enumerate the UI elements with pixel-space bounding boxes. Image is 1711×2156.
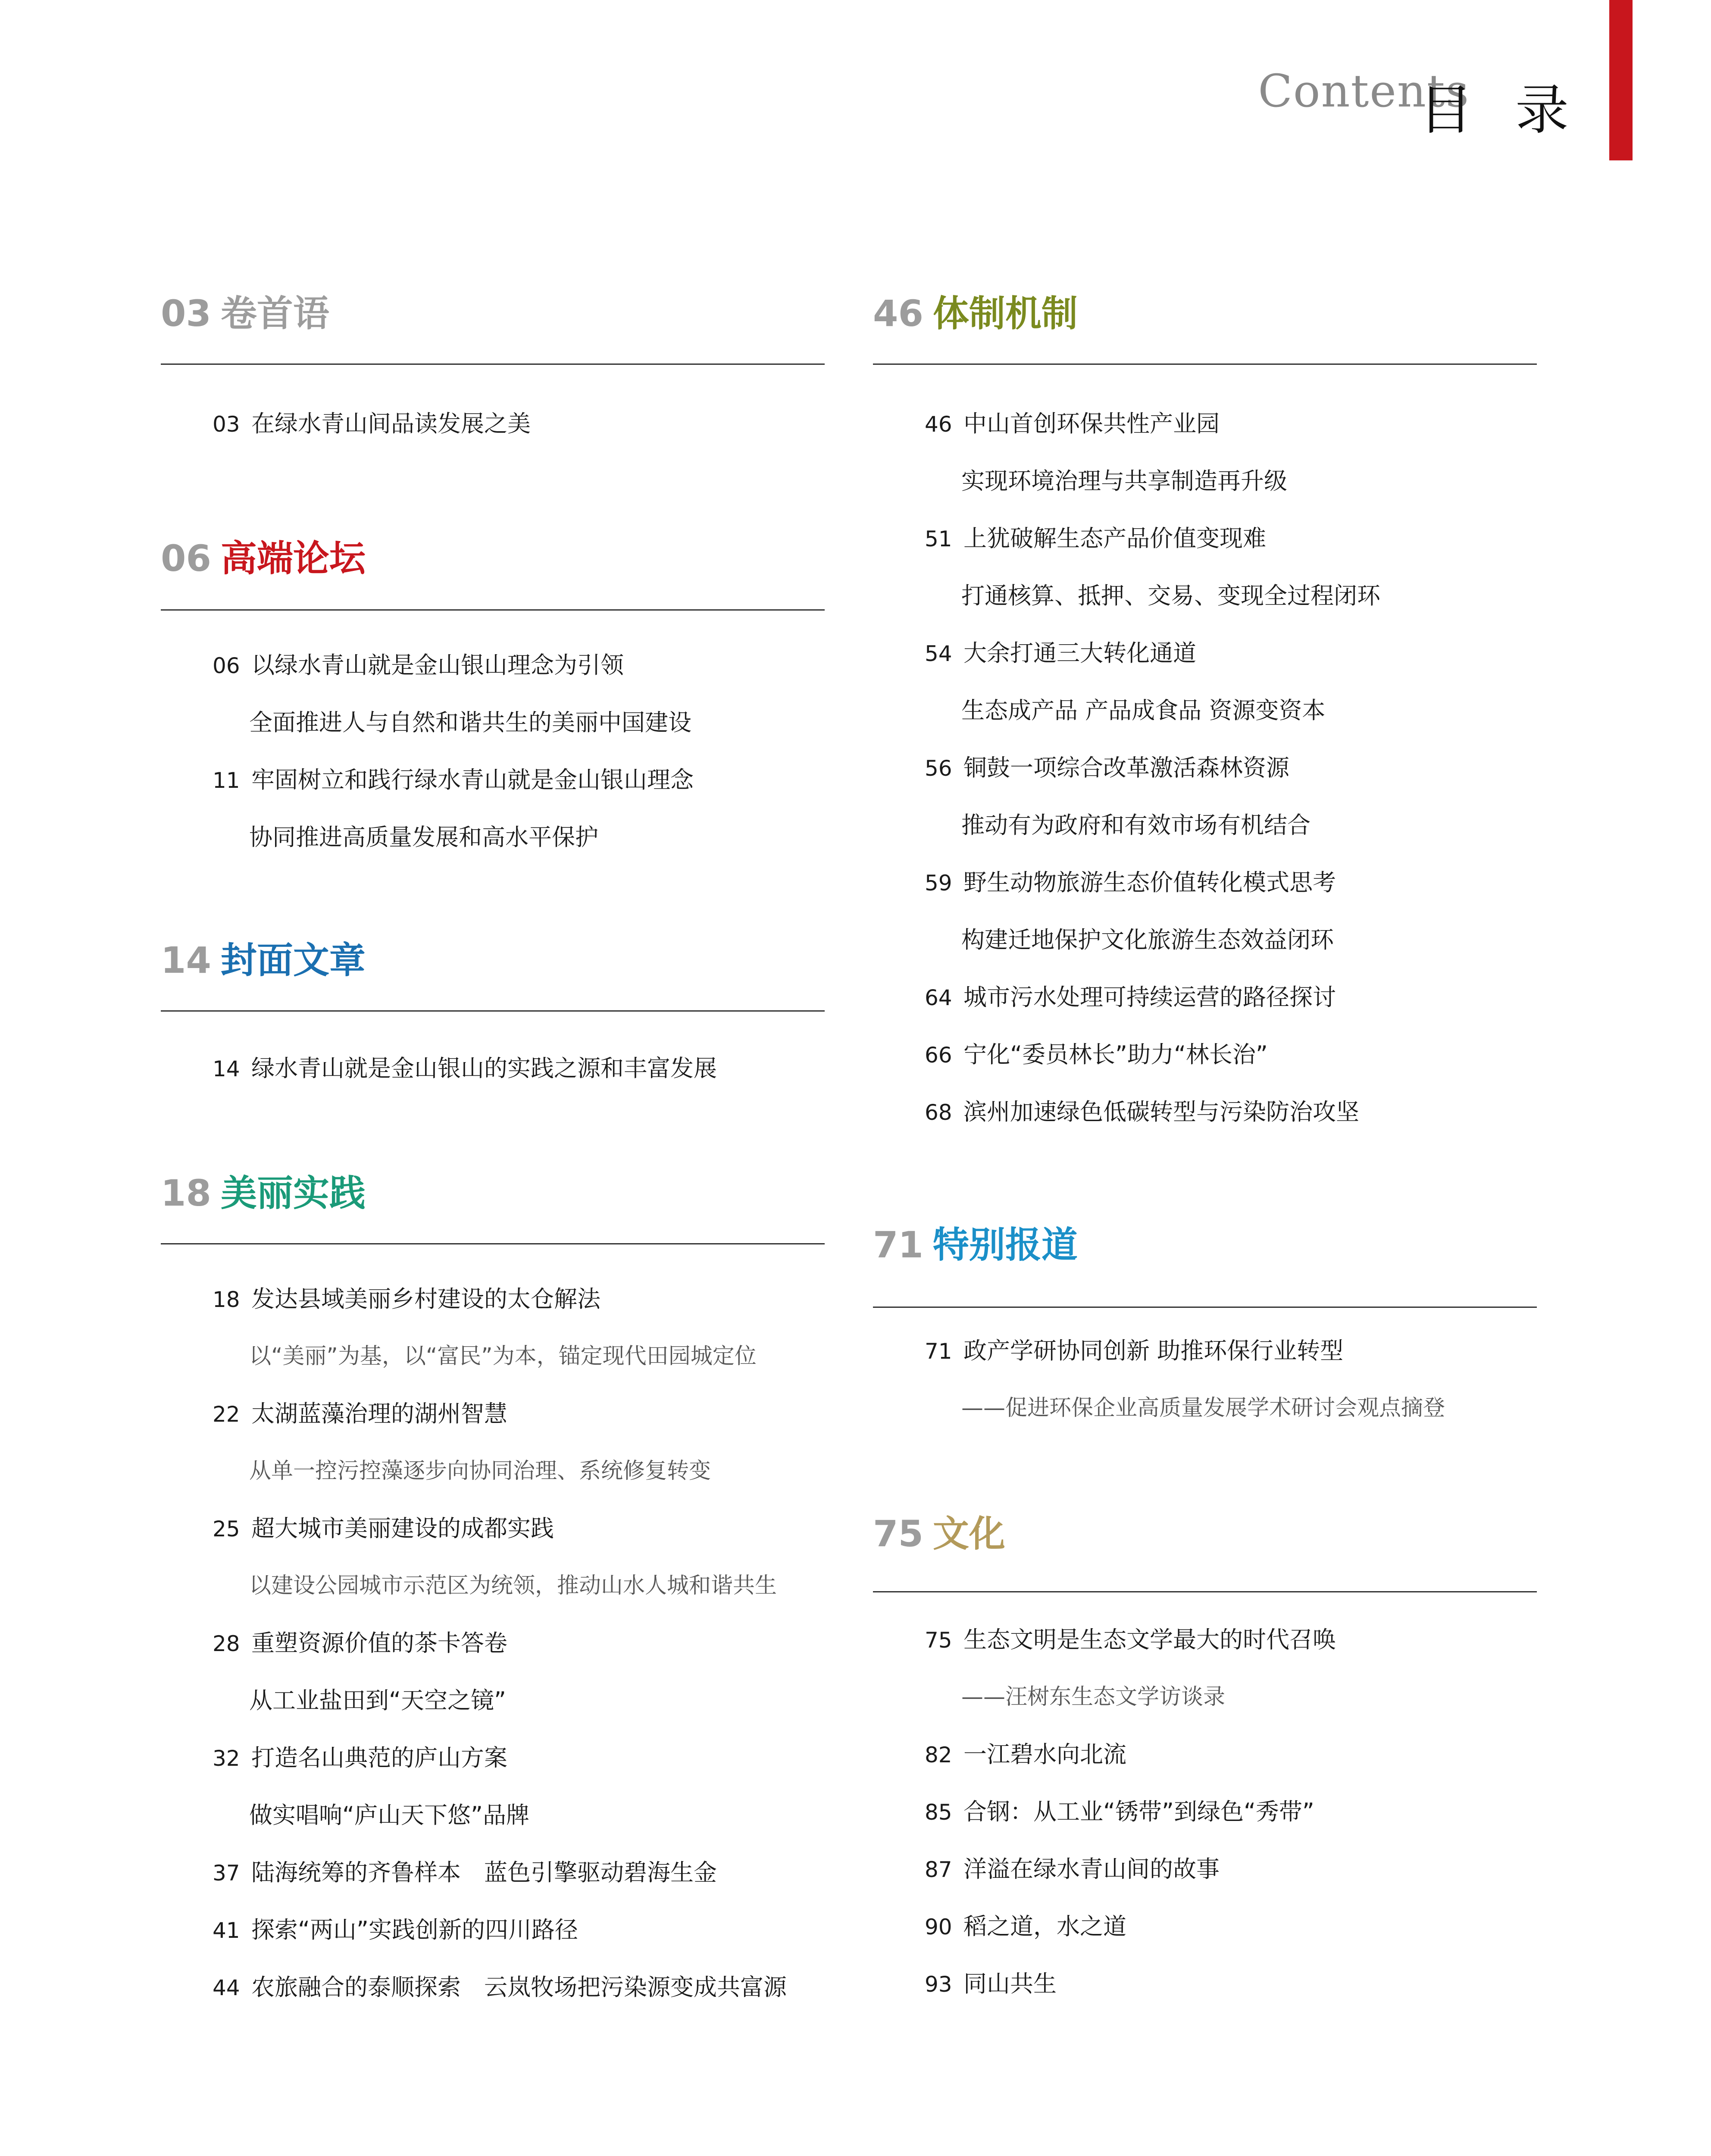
toc-entry[interactable] [213,1395,507,1429]
toc-entry[interactable] [213,405,531,439]
toc-entry-page: 03 [213,412,240,437]
toc-entry-subtitle: 以建设公园城市示范区为统领，推动山水人城和谐共生 [249,1573,777,1598]
toc-entry-page: 22 [213,1402,240,1427]
toc-entry-page: 11 [213,768,240,793]
toc-entry-title: 洋溢在绿水青山间的故事 [963,1855,1220,1883]
toc-entry-page: 06 [213,653,240,678]
section-divider [161,609,825,611]
toc-entry[interactable] [213,1625,507,1658]
toc-entry[interactable] [925,1908,1126,1941]
toc-entry-subtitle: 推动有为政府和有效市场有机结合 [961,812,1311,839]
section-number: 75 [873,1513,923,1555]
toc-entry-title: 农旅融合的泰顺探索 云岚牧场把污染源变成共富源 [251,1974,787,2001]
section-title: 卷首语 [220,292,329,335]
toc-entry-page: 41 [213,1918,240,1943]
toc-entry[interactable] [925,1965,1057,1999]
toc-entry-title: 铜鼓一项综合改革激活森林资源 [963,754,1289,781]
toc-entry[interactable] [925,405,1220,439]
toc-entry[interactable] [925,1036,1268,1069]
toc-entry-title: 超大城市美丽建设的成都实践 [251,1515,554,1542]
section-heading-practice [161,1164,366,1216]
toc-entry[interactable] [925,749,1289,783]
section-title: 高端论坛 [220,537,366,580]
toc-entry-title: 探索“两山”实践创新的四川路径 [251,1916,578,1943]
section-title: 特别报道 [932,1224,1078,1266]
toc-entry-page: 87 [925,1857,952,1882]
toc-entry[interactable] [925,1332,1343,1366]
toc-entry-page: 18 [213,1287,240,1312]
toc-entry-title: 太湖蓝藻治理的湖州智慧 [251,1400,507,1427]
toc-entry-page: 46 [925,412,952,437]
toc-entry[interactable] [925,1851,1220,1884]
section-divider [873,1591,1537,1592]
toc-entry-title: 大余打通三大转化通道 [963,639,1196,667]
toc-entry-page: 32 [213,1746,240,1771]
section-number: 06 [161,537,211,580]
toc-entry-title: 政产学研协同创新 助推环保行业转型 [963,1337,1344,1364]
toc-entry[interactable] [925,1621,1336,1655]
toc-entry-subtitle: 从工业盐田到“天空之镜” [249,1687,506,1714]
toc-entry-page: 51 [925,526,952,552]
toc-entry-title: 上犹破解生态产品价值变现难 [963,525,1266,552]
red-corner-tab [1609,0,1633,160]
toc-entry-page: 59 [925,871,952,896]
toc-entry-subtitle: 生态成产品 产品成食品 资源变资本 [961,697,1326,724]
toc-entry-subtitle: 做实唱响“庐山天下悠”品牌 [249,1802,529,1829]
toc-entry[interactable] [925,979,1336,1012]
section-divider [873,364,1537,365]
toc-entry-title: 一江碧水向北流 [963,1741,1126,1768]
toc-entry[interactable] [925,1094,1359,1127]
toc-entry-page: 56 [925,756,952,781]
toc-entry-title: 稻之道，水之道 [963,1913,1126,1940]
toc-entry-title: 城市污水处理可持续运营的路径探讨 [963,984,1336,1011]
toc-entry-page: 82 [925,1742,952,1767]
toc-entry-title: 同山共生 [963,1970,1057,1997]
section-title: 美丽实践 [220,1172,366,1214]
toc-entry[interactable] [213,1969,787,2002]
toc-entry-page: 75 [925,1628,952,1653]
toc-entry-page: 44 [213,1975,240,2000]
toc-entry-subtitle: ——汪树东生态文学访谈录 [961,1684,1226,1710]
toc-entry-title: 重塑资源价值的茶卡答卷 [251,1630,507,1657]
toc-entry-subtitle: 打通核算、抵押、交易、变现全过程闭环 [961,582,1380,609]
section-heading-system [873,285,1078,337]
section-number: 46 [873,292,923,335]
toc-entry-page: 14 [213,1056,240,1081]
toc-entry-page: 28 [213,1631,240,1656]
toc-entry-subtitle: 以“美丽”为基，以“富民”为本，锚定现代田园城定位 [249,1344,757,1369]
section-title: 文化 [932,1513,1005,1555]
toc-entry[interactable] [213,1050,717,1083]
toc-entry-subtitle: 从单一控污控藻逐步向协同治理、系统修复转变 [249,1458,711,1484]
toc-entry-subtitle: ——促进环保企业高质量发展学术研讨会观点摘登 [961,1395,1445,1421]
toc-entry-page: 66 [925,1043,952,1068]
toc-entry-title: 野生动物旅游生态价值转化模式思考 [963,869,1336,896]
toc-entry[interactable] [213,1281,601,1314]
toc-entry-title: 绿水青山就是金山银山的实践之源和丰富发展 [251,1055,717,1082]
section-number: 14 [161,939,211,981]
section-heading-special [873,1216,1078,1268]
toc-entry[interactable] [213,1912,578,1945]
section-divider [873,1307,1537,1308]
toc-entry-title: 以绿水青山就是金山银山理念为引领 [251,652,624,679]
toc-entry[interactable] [925,1736,1126,1769]
toc-entry[interactable] [213,647,624,680]
toc-entry-title: 生态文明是生态文学最大的时代召唤 [963,1626,1336,1653]
toc-entry[interactable] [925,864,1336,897]
toc-entry-page: 93 [925,1972,952,1997]
toc-entry-title: 打造名山典范的庐山方案 [251,1744,507,1771]
toc-entry-title: 牢固树立和践行绿水青山就是金山银山理念 [251,766,694,793]
toc-entry[interactable] [213,1854,717,1887]
toc-entry-page: 25 [213,1517,240,1542]
toc-entry-subtitle: 构建迁地保护文化旅游生态效益闭环 [961,926,1334,953]
section-number: 18 [161,1172,211,1214]
toc-entry-title: 在绿水青山间品读发展之美 [251,410,531,437]
toc-entry[interactable] [213,1739,507,1773]
toc-entry-title: 发达县域美丽乡村建设的太仓解法 [251,1285,601,1313]
section-divider [161,364,825,365]
section-divider [161,1243,825,1244]
header-chinese-title: 目 录 [1419,79,1582,141]
toc-entry-title: 合钢：从工业“锈带”到绿色“秀带” [963,1798,1314,1825]
toc-entry-subtitle: 协同推进高质量发展和高水平保护 [249,824,598,851]
section-heading-forum [161,530,366,582]
toc-entry-subtitle: 实现环境治理与共享制造再升级 [961,467,1287,495]
toc-entry-title: 陆海统筹的齐鲁样本 蓝色引擎驱动碧海生金 [251,1859,717,1886]
section-divider [161,1010,825,1012]
toc-entry[interactable] [925,520,1266,553]
header-english-title: Contents [1258,65,1470,117]
toc-entry[interactable] [925,635,1196,668]
toc-entry-subtitle: 全面推进人与自然和谐共生的美丽中国建设 [249,709,691,736]
section-heading-preface [161,285,329,337]
toc-entry-page: 64 [925,985,952,1010]
section-title: 封面文章 [220,939,366,981]
toc-entry-page: 85 [925,1800,952,1825]
section-number: 71 [873,1224,923,1266]
toc-entry[interactable] [925,1793,1314,1827]
toc-entry-page: 90 [925,1915,952,1940]
toc-entry[interactable] [213,761,694,795]
section-number: 03 [161,292,211,335]
section-title: 体制机制 [932,292,1078,335]
toc-entry-page: 71 [925,1339,952,1364]
toc-entry-page: 68 [925,1100,952,1125]
toc-entry[interactable] [213,1510,554,1543]
toc-entry-page: 54 [925,641,952,666]
section-heading-culture [873,1505,1005,1557]
toc-entry-title: 宁化“委员林长”助力“林长治” [963,1041,1268,1068]
toc-entry-title: 滨州加速绿色低碳转型与污染防治攻坚 [963,1098,1359,1125]
toc-entry-title: 中山首创环保共性产业园 [963,410,1220,437]
toc-entry-page: 37 [213,1861,240,1886]
section-heading-cover [161,931,366,984]
